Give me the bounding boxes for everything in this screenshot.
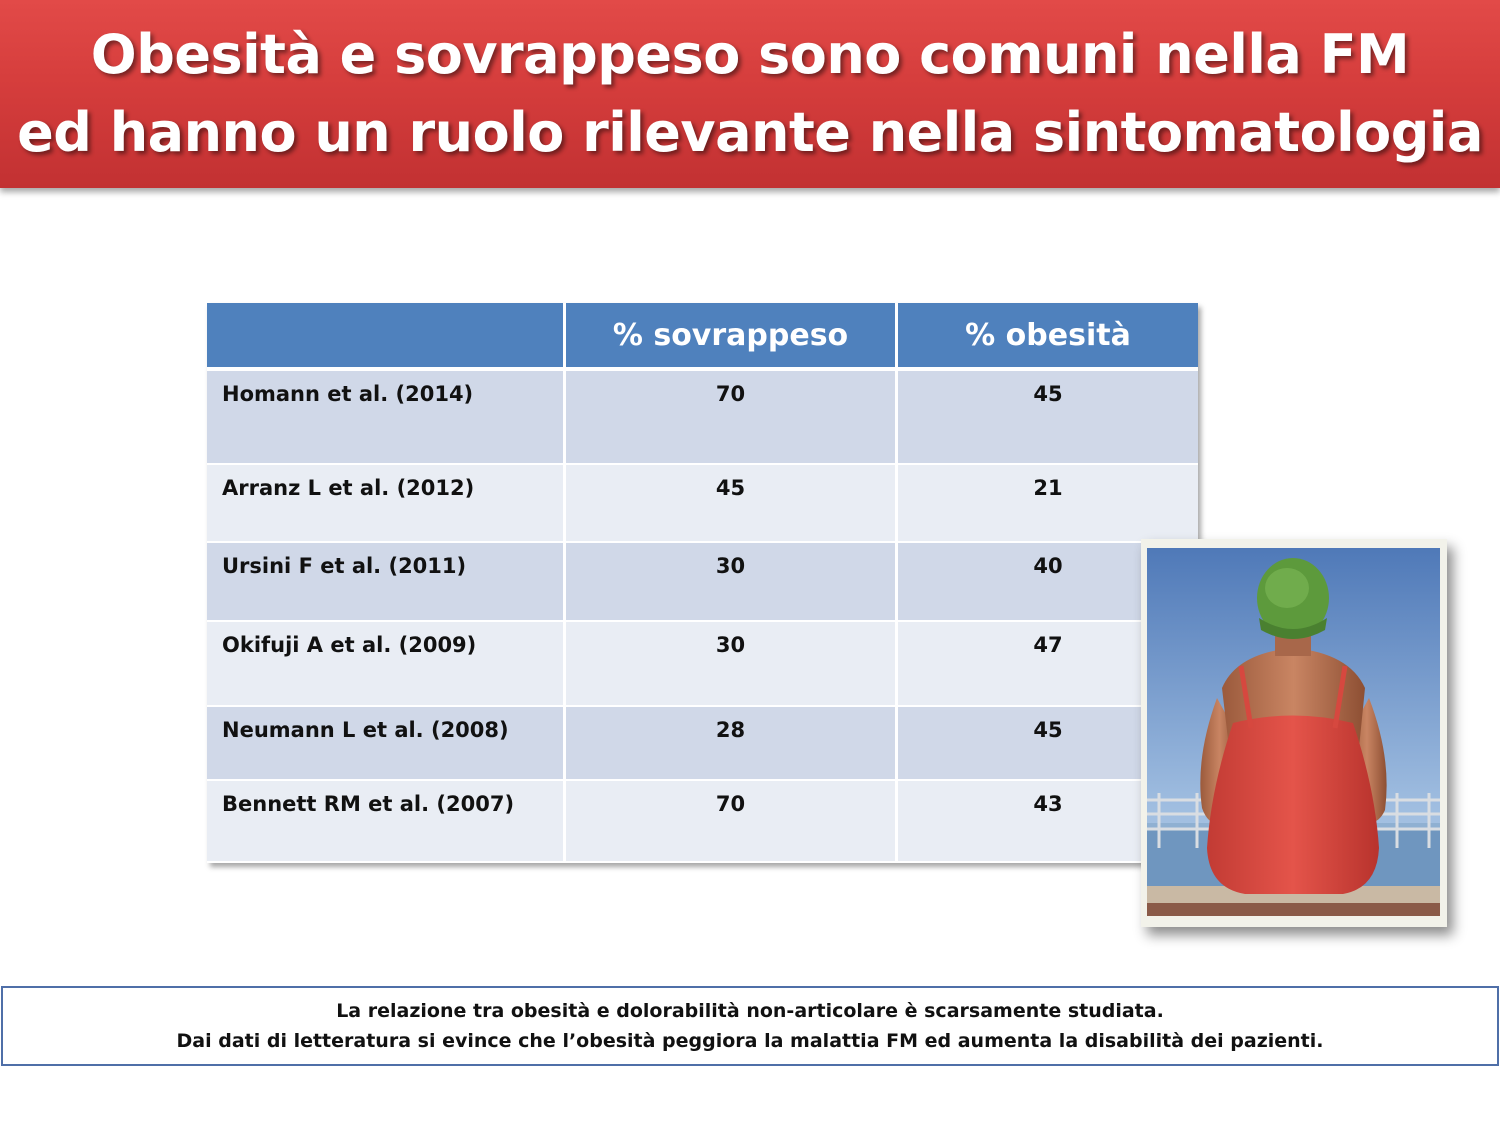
obesity-cell: 43 [897, 780, 1199, 862]
table-row [207, 542, 1198, 621]
overweight-cell: 28 [565, 706, 897, 780]
header-obesity: % obesità [897, 303, 1199, 369]
header-overweight: % sovrappeso [565, 303, 897, 369]
study-cell: Homann et al. (2014) [207, 369, 565, 464]
study-cell: Arranz L et al. (2012) [207, 464, 565, 542]
overweight-cell: 45 [565, 464, 897, 542]
conclusion-note-box [1, 986, 1499, 1066]
header-study [207, 303, 565, 369]
note-line-1: La relazione tra obesità e dolorabilità non-articolare è scarsamente studiata. [336, 1000, 1164, 1022]
study-cell: Neumann L et al. (2008) [207, 706, 565, 780]
note-line-2: Dai dati di letteratura si evince che l’obesità peggiora la malattia FM ed aumenta la disabilità dei pazienti. [176, 1030, 1324, 1052]
obesity-cell: 21 [897, 464, 1199, 542]
title-line-2: ed hanno un ruolo rilevante nella sintomatologia [17, 101, 1483, 164]
photo-frame [1141, 539, 1447, 927]
table-row [207, 369, 1198, 464]
obesity-cell: 40 [897, 542, 1199, 621]
overweight-cell: 30 [565, 542, 897, 621]
obesity-cell: 45 [897, 369, 1199, 464]
overweight-cell: 70 [565, 780, 897, 862]
title-line-1: Obesità e sovrappeso sono comuni nella FM [90, 23, 1410, 86]
table-row [207, 780, 1198, 862]
study-cell: Ursini F et al. (2011) [207, 542, 565, 621]
obesity-cell: 47 [897, 621, 1199, 706]
table-row [207, 621, 1198, 706]
overweight-cell: 70 [565, 369, 897, 464]
table-header-row [207, 303, 1198, 369]
table-row [207, 706, 1198, 780]
title-banner [0, 0, 1500, 188]
study-cell: Bennett RM et al. (2007) [207, 780, 565, 862]
overweight-cell: 30 [565, 621, 897, 706]
obesity-cell: 45 [897, 706, 1199, 780]
prevalence-table [207, 303, 1198, 863]
person-swimsuit-back-photo [1147, 548, 1440, 916]
table-row [207, 464, 1198, 542]
study-cell: Okifuji A et al. (2009) [207, 621, 565, 706]
